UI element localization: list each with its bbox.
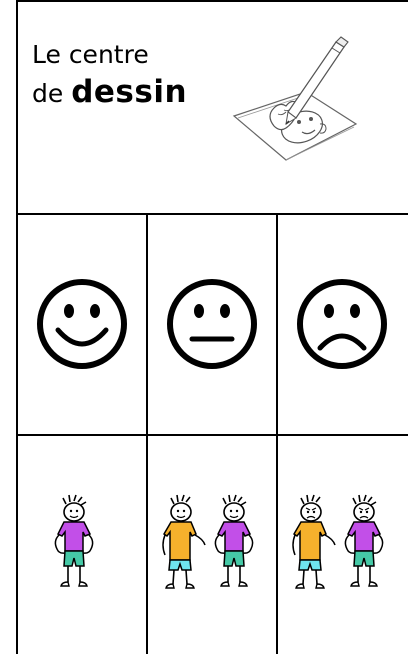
- divider-header: [16, 213, 408, 215]
- two-children-happy-icon: [158, 492, 268, 592]
- sad-face-icon: [296, 278, 388, 370]
- child-drawing-picture-icon: [228, 34, 378, 194]
- border-left: [16, 0, 18, 654]
- column-divider-1: [146, 213, 148, 654]
- divider-rows: [16, 434, 408, 436]
- title-line-2: [32, 72, 187, 114]
- title-bold-word: dessin: [71, 74, 188, 110]
- one-child-icon: [50, 494, 100, 594]
- column-divider-2: [276, 213, 278, 654]
- neutral-face-icon: [166, 278, 258, 370]
- page-title: [32, 38, 187, 114]
- border-top: [16, 0, 408, 2]
- title-prefix: de: [32, 79, 64, 108]
- title-line-1: Le centre: [32, 40, 149, 69]
- two-children-sad-icon: [288, 492, 398, 592]
- happy-face-icon: [36, 278, 128, 370]
